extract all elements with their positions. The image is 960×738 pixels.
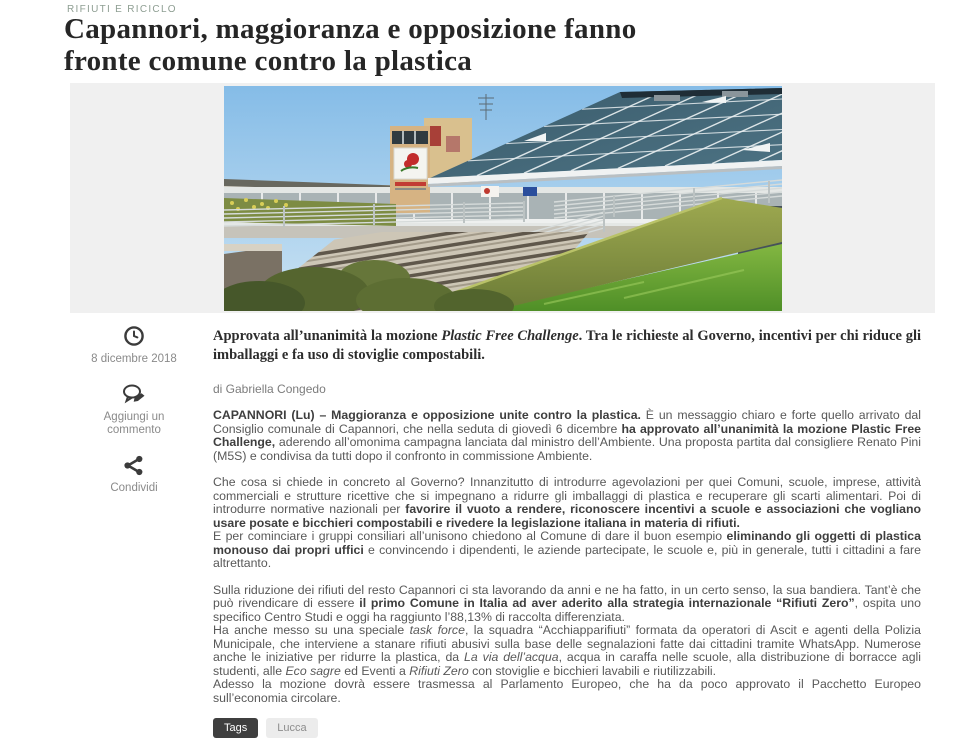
add-comment-button[interactable]	[87, 382, 181, 437]
category-label[interactable]: RIFIUTI E RICICLO	[67, 4, 177, 15]
share-label: Condividi	[110, 482, 158, 494]
article-standfirst: Approvata all’unanimità la mozione Plastic Free Challenge. Tra le richieste al Governo, incentivi per chi riduce gli imballaggi e fa uso di stoviglie compostabili.	[213, 328, 922, 363]
tags-row	[213, 718, 921, 738]
share-button[interactable]	[110, 453, 157, 495]
title-line-2: fronte comune contro la plastica	[64, 45, 473, 77]
tags-button[interactable]: Tags	[213, 718, 258, 738]
article-content	[213, 327, 921, 738]
share-icon	[122, 453, 146, 477]
tag-lucca[interactable]: Lucca	[266, 718, 317, 738]
clock-icon	[122, 324, 146, 348]
publish-date-label: 8 dicembre 2018	[91, 353, 177, 365]
article-body	[213, 409, 921, 705]
publish-date	[91, 324, 177, 366]
article-paragraph: Che cosa si chiede in concreto al Governo? Innanzitutto di introdurre agevolazioni per quei Comuni, scuole, imprese, attività commerciali e strutture ricettive che si impegnano a ridurre gli imballaggi di plastica e recuperare gli scarti alimentari. Poi di introdurre normative nazionali per favorire il vuoto a rendere, riconoscere incentivi a scuole e associazioni che vogliano usare posate e bicchieri compostabili e rivedere la legislazione italiana in materia di rifiuti. E per cominciare i gruppi consiliari all’unisono chiedono al Comune di dare il buon esempio eliminando gli oggetti di plastica monouso dai propri uffici e convincendo i dipendenti, le aziende partecipate, le scuole e, più in generale, tutti i cittadini a fare altrettanto.	[213, 475, 921, 570]
comments-icon	[122, 382, 146, 406]
article-paragraph: CAPANNORI (Lu) – Maggioranza e opposizione unite contro la plastica. È un messaggio chiaro e forte quello arrivato dal Consiglio comunale di Capannori, che nella seduta di giovedì 6 dicembre ha approvato all’unanimità la mozione Plastic Free Challenge, aderendo all’omonima campagna lanciata dal ministro dell’Ambiente. Una proposta partita dal consigliere Renato Pini (M5S) e condivisa da tutti dopo il confronto in commissione Ambiente.	[213, 408, 921, 463]
article-paragraph: Sulla riduzione dei rifiuti del resto Capannori ci sta lavorando da anni e ne ha fatto, in un certo senso, la sua bandiera. Tant’è che può rivendicare di essere il primo Comune in Italia ad aver aderito alla strategia internazionale “Rifiuti Zero”, ospita uno specifico Centro Studi e oggi ha raggiunto l’88,13% di raccolta differenziata. Ha anche messo su una speciale task force, la squadra “Acchiapparifiuti” formata da operatori di Ascit e agenti della Polizia Municipale, che interviene a stanare rifiuti abusivi sulla base delle segnalazioni fatte dai cittadini tramite WhatsApp. Numerose anche le iniziative per ridurre la plastica, da La via dell’acqua, acqua in caraffa nelle scuole, alla distribuzione di borracce agli studenti, alle Eco sagre ed Eventi a Rifiuti Zero con stoviglie e bicchieri lavabili e riutilizzabili. Adesso la mozione dovrà essere trasmessa al Parlamento Europeo, che ha da poco approvato il Pacchetto Europeo sull’economia circolare.	[213, 582, 922, 705]
article-photo	[224, 86, 782, 311]
hero-image-container	[70, 83, 935, 313]
title-line-1: Capannori, maggioranza e opposizione fanno	[64, 13, 637, 45]
article-meta-sidebar	[64, 324, 204, 495]
add-comment-label: Aggiungi un commento	[103, 411, 165, 436]
byline: di Gabriella Congedo	[213, 382, 326, 396]
page-title	[64, 13, 637, 77]
